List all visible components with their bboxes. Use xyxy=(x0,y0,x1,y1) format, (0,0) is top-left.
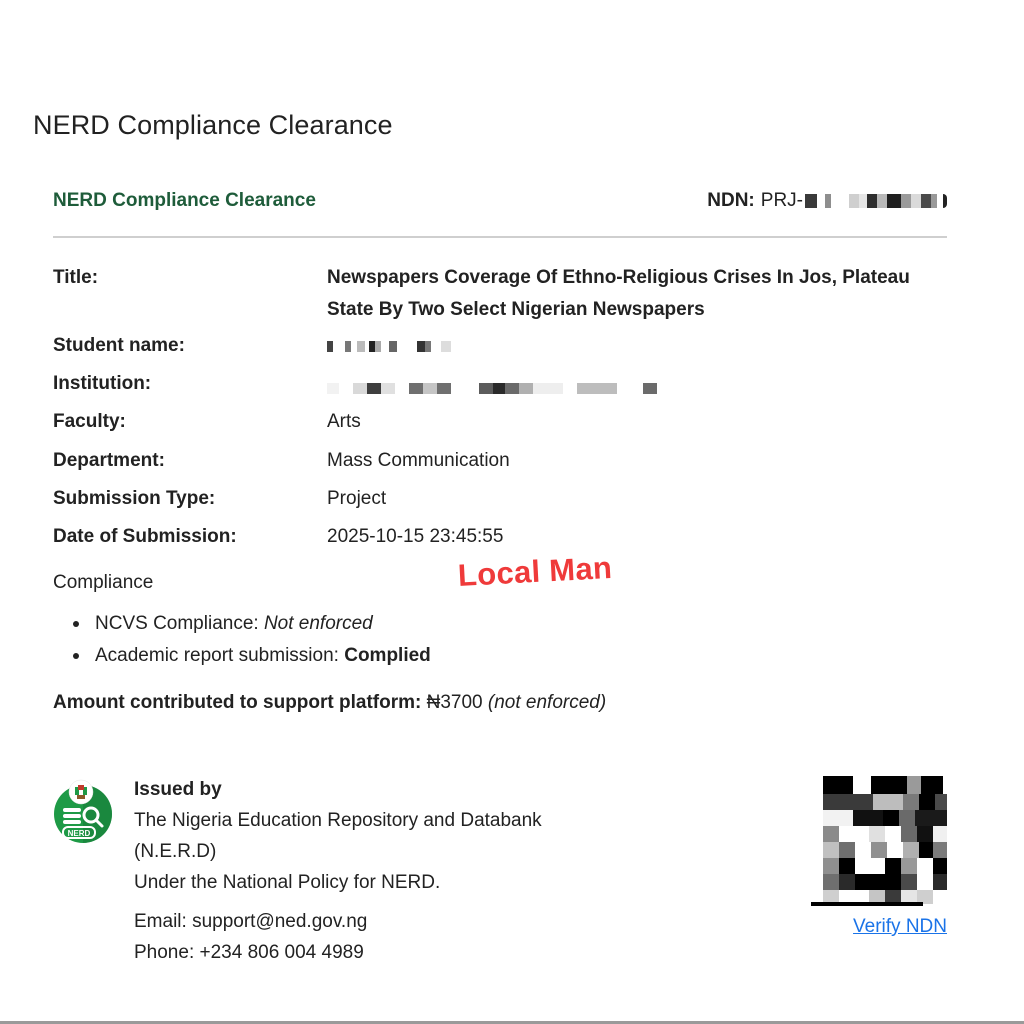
compliance-list xyxy=(73,608,431,672)
compliance-item-label: Academic report submission: xyxy=(95,645,345,666)
field-label: Date of Submission: xyxy=(53,526,237,547)
verify-ndn-link[interactable]: Verify NDN xyxy=(853,916,947,937)
amount-label: Amount contributed to support platform: xyxy=(53,692,422,713)
field-label: Institution: xyxy=(53,373,152,394)
issuer-contact xyxy=(134,906,542,968)
field-student-name xyxy=(53,330,947,362)
card-header xyxy=(53,186,947,238)
field-title xyxy=(53,262,947,332)
field-value: Mass Communication xyxy=(327,450,510,471)
compliance-item-status: Not enforced xyxy=(263,613,373,634)
ndn-reference xyxy=(707,190,947,212)
compliance-item-label: NCVS Compliance: xyxy=(95,613,264,634)
nerd-logo-icon xyxy=(53,778,113,844)
amount-contributed xyxy=(53,692,606,714)
amount-value: ₦3700 xyxy=(426,692,483,713)
page-title: NERD Compliance Clearance xyxy=(33,110,393,140)
compliance-item-status: Complied xyxy=(344,645,431,666)
field-label: Title: xyxy=(53,267,99,288)
compliance-heading: Compliance xyxy=(53,572,154,593)
ndn-prefix: PRJ- xyxy=(760,190,803,211)
field-value: Project xyxy=(327,488,387,509)
field-institution xyxy=(53,368,947,400)
field-value-redacted xyxy=(327,330,947,362)
issuer-policy: Under the National Policy for NERD. xyxy=(134,872,441,893)
qr-code-redacted xyxy=(811,776,947,908)
issuer-details xyxy=(134,774,542,968)
issuer-abbreviation: (N.E.R.D) xyxy=(134,841,217,862)
field-value: 2025-10-15 23:45:55 xyxy=(327,526,504,547)
compliance-item-academic-report xyxy=(73,640,431,672)
field-label: Department: xyxy=(53,450,165,471)
watermark-overlay: Local Man xyxy=(457,549,613,593)
ndn-redacted-value xyxy=(805,194,947,208)
compliance-item-ncvs xyxy=(73,608,431,640)
field-faculty xyxy=(53,406,947,438)
issuer-phone: Phone: +234 806 004 4989 xyxy=(134,942,364,963)
field-value-redacted xyxy=(327,368,947,408)
field-value: Newspapers Coverage Of Ethno-Religious Crises In Jos, Plateau State By Two Select Nigerian Newspapers xyxy=(327,267,910,320)
issuer-footer xyxy=(53,770,947,970)
amount-note: (not enforced) xyxy=(487,692,607,713)
issued-by-label: Issued by xyxy=(134,779,222,800)
issuer-email: Email: support@ned.gov.ng xyxy=(134,911,368,932)
field-label: Submission Type: xyxy=(53,488,216,509)
field-department xyxy=(53,445,947,477)
field-label: Faculty: xyxy=(53,411,126,432)
field-label: Student name: xyxy=(53,335,185,356)
svg-text:NERD: NERD xyxy=(67,829,91,838)
card-heading: NERD Compliance Clearance xyxy=(53,190,316,211)
field-date-of-submission xyxy=(53,521,947,553)
field-value: Arts xyxy=(327,411,361,432)
ndn-label: NDN: xyxy=(707,190,755,211)
field-submission-type xyxy=(53,483,947,515)
issuer-name: The Nigeria Education Repository and Databank xyxy=(134,810,542,831)
